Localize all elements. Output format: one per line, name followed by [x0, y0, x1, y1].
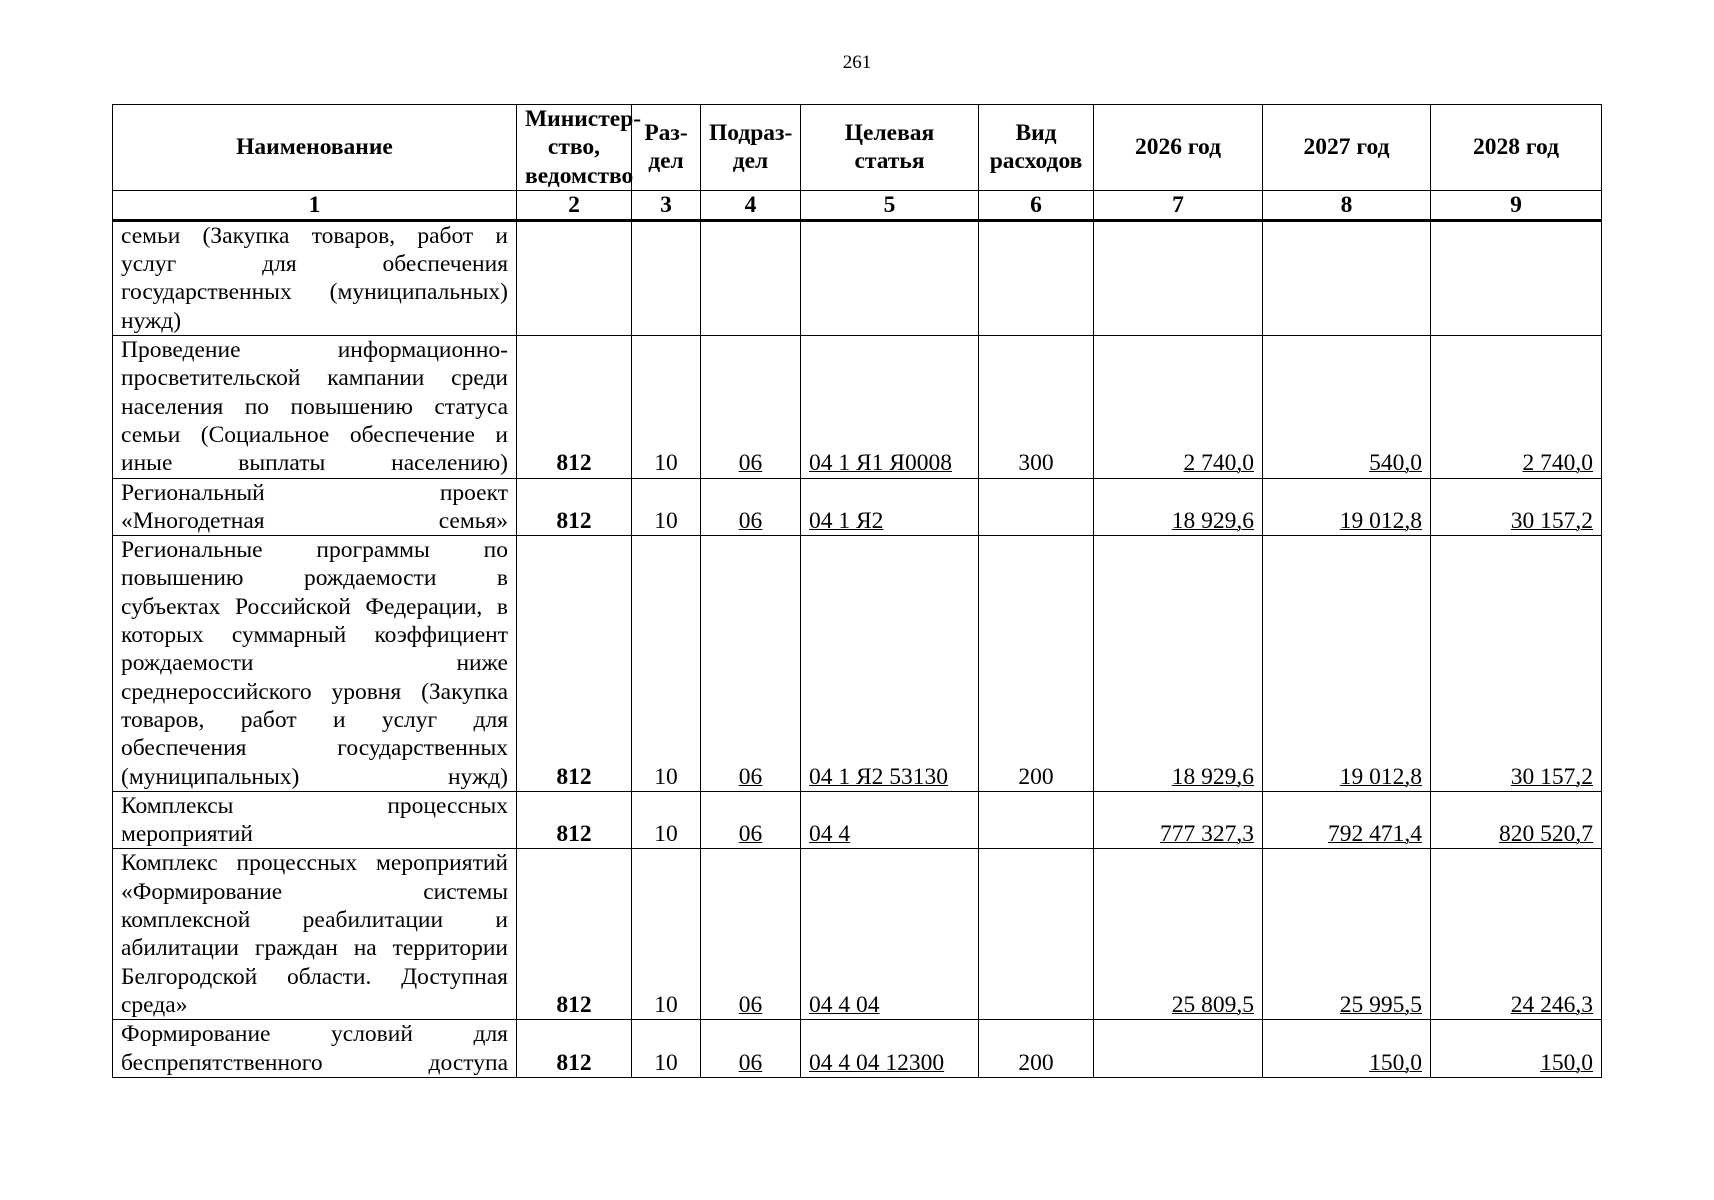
cell-year-2027-text: 19 012,8	[1339, 507, 1422, 534]
header-section-line: дел	[648, 148, 684, 175]
cell-year-2026-text: 18 929,6	[1171, 507, 1254, 534]
header-year-2028: 2028 год	[1431, 105, 1602, 191]
header-ministry-line: ведомство	[525, 162, 634, 189]
cell-section-text: 10	[654, 450, 678, 477]
cell-year-2028	[1431, 536, 1602, 792]
cell-ministry-text: 812	[556, 763, 592, 790]
cell-year-2028-text: 30 157,2	[1510, 507, 1593, 534]
name-line: Региональный проект	[121, 479, 508, 506]
cell-year-2028-text: 150,0	[1540, 1049, 1593, 1076]
name-line: нужд)	[121, 307, 182, 334]
cell-section-text: 10	[654, 1049, 678, 1076]
cell-expense-type-text: 300	[1018, 450, 1054, 477]
table-row	[113, 1020, 1602, 1078]
cell-name	[113, 336, 517, 478]
name-line: государственных (муниципальных)	[121, 279, 508, 306]
cell-target-article-text: 04 4	[809, 821, 851, 848]
table-row	[113, 478, 1602, 536]
column-number: 4	[701, 190, 801, 220]
cell-expense-type	[979, 220, 1094, 335]
name-line: Комплекс процессных мероприятий	[121, 850, 508, 877]
cell-section	[632, 1020, 701, 1078]
cell-year-2027	[1263, 849, 1431, 1020]
header-ministry-line: Министер-	[525, 106, 642, 132]
header-expense-type	[979, 105, 1094, 191]
cell-target-article-text: 04 1 Я2 53130	[809, 763, 949, 790]
cell-year-2028	[1431, 336, 1602, 478]
cell-expense-type	[979, 478, 1094, 536]
cell-name	[113, 1020, 517, 1078]
column-number: 6	[979, 190, 1094, 220]
cell-ministry	[517, 478, 632, 536]
cell-year-2026	[1094, 791, 1263, 849]
cell-target-article-text: 04 1 Я2	[809, 507, 884, 534]
name-line: «Многодетная семья»	[121, 507, 508, 534]
header-target-line: статья	[854, 148, 925, 175]
name-line: мероприятий	[121, 821, 253, 848]
cell-expense-type	[979, 849, 1094, 1020]
header-name: Наименование	[113, 105, 517, 191]
name-line: услуг для обеспечения	[121, 251, 508, 278]
cell-target-article-text: 04 1 Я1 Я0008	[809, 450, 952, 477]
cell-target-article	[801, 220, 979, 335]
column-number-row	[113, 190, 1602, 220]
name-line: обеспечения государственных	[121, 735, 508, 762]
cell-section-text: 10	[654, 507, 678, 534]
cell-ministry	[517, 336, 632, 478]
name-line: иные выплаты населению)	[121, 450, 508, 477]
name-line: комплексной реабилитации и	[121, 907, 508, 934]
name-line: (муниципальных) нужд)	[121, 763, 508, 790]
cell-expense-type	[979, 536, 1094, 792]
cell-subsection	[701, 536, 801, 792]
name-line: Проведение информационно-	[121, 337, 508, 364]
cell-year-2027	[1263, 220, 1431, 335]
name-line: которых суммарный коэффициент	[121, 622, 508, 649]
cell-section	[632, 849, 701, 1020]
cell-year-2026-text: 777 327,3	[1160, 821, 1254, 848]
cell-year-2026-text: 25 809,5	[1171, 991, 1254, 1018]
name-line: населения по повышению статуса	[121, 393, 508, 420]
cell-year-2026-text: 2 740,0	[1183, 450, 1254, 477]
header-year-2027: 2027 год	[1263, 105, 1431, 191]
cell-year-2027-text: 540,0	[1369, 450, 1422, 477]
budget-table	[112, 104, 1602, 1078]
cell-year-2027-text: 25 995,5	[1339, 991, 1422, 1018]
cell-name	[113, 536, 517, 792]
header-subsection-line: дел	[732, 148, 769, 175]
cell-year-2027	[1263, 336, 1431, 478]
cell-year-2027	[1263, 478, 1431, 536]
cell-ministry	[517, 220, 632, 335]
table-row	[113, 220, 1602, 335]
cell-subsection	[701, 1020, 801, 1078]
header-year-2026: 2026 год	[1094, 105, 1263, 191]
cell-ministry-text: 812	[556, 450, 592, 477]
header-expense-line: Вид	[1015, 120, 1057, 147]
cell-year-2027-text: 792 471,4	[1328, 821, 1422, 848]
cell-year-2028	[1431, 220, 1602, 335]
cell-ministry	[517, 1020, 632, 1078]
table-row	[113, 536, 1602, 792]
cell-year-2027-text: 150,0	[1369, 1049, 1422, 1076]
header-ministry	[517, 105, 642, 191]
name-line: рождаемости ниже	[121, 650, 508, 677]
column-number: 7	[1094, 190, 1263, 220]
cell-expense-type-text: 200	[1018, 1049, 1054, 1076]
name-line: субъектах Российской Федерации, в	[121, 593, 508, 620]
cell-year-2028-text: 820 520,7	[1499, 821, 1593, 848]
cell-year-2027	[1263, 536, 1431, 792]
cell-year-2027-text: 19 012,8	[1339, 763, 1422, 790]
header-section	[632, 105, 701, 191]
column-number: 2	[517, 190, 632, 220]
cell-target-article	[801, 478, 979, 536]
cell-section	[632, 478, 701, 536]
cell-year-2027	[1263, 1020, 1431, 1078]
cell-ministry-text: 812	[556, 1049, 592, 1076]
cell-year-2026	[1094, 536, 1263, 792]
name-line: Формирование условий для	[121, 1021, 508, 1048]
cell-year-2026	[1094, 220, 1263, 335]
cell-expense-type	[979, 791, 1094, 849]
cell-subsection-text: 06	[738, 1049, 763, 1076]
name-line: Комплексы процессных	[121, 792, 508, 819]
cell-year-2027	[1263, 791, 1431, 849]
cell-year-2026	[1094, 478, 1263, 536]
cell-year-2026	[1094, 849, 1263, 1020]
cell-year-2026	[1094, 336, 1263, 478]
cell-subsection	[701, 478, 801, 536]
cell-ministry	[517, 849, 632, 1020]
cell-year-2028-text: 30 157,2	[1510, 763, 1593, 790]
column-number: 5	[801, 190, 979, 220]
column-number: 3	[632, 190, 701, 220]
cell-year-2026	[1094, 1020, 1263, 1078]
name-line: семьи (Закупка товаров, работ и	[121, 222, 508, 249]
cell-subsection-text: 06	[738, 450, 763, 477]
name-line: повышению рождаемости в	[121, 565, 508, 592]
cell-year-2028-text: 2 740,0	[1522, 450, 1593, 477]
header-subsection-line: Подраз-	[709, 120, 793, 147]
cell-section	[632, 536, 701, 792]
cell-ministry-text: 812	[556, 507, 592, 534]
column-number: 8	[1263, 190, 1431, 220]
header-subsection	[701, 105, 801, 191]
cell-subsection	[701, 849, 801, 1020]
cell-target-article-text: 04 4 04	[809, 991, 880, 1018]
cell-subsection-text: 06	[738, 821, 763, 848]
cell-target-article	[801, 1020, 979, 1078]
cell-name	[113, 791, 517, 849]
table-row	[113, 791, 1602, 849]
cell-subsection	[701, 791, 801, 849]
cell-expense-type-text: 200	[1018, 763, 1054, 790]
cell-subsection-text: 06	[738, 763, 763, 790]
header-row	[113, 105, 1602, 191]
header-section-line: Раз-	[644, 120, 688, 147]
name-line: просветительской кампании среди	[121, 365, 508, 392]
name-line: Белгородской области. Доступная	[121, 963, 508, 990]
header-expense-line: расходов	[989, 148, 1083, 175]
cell-subsection	[701, 220, 801, 335]
cell-name	[113, 849, 517, 1020]
cell-name	[113, 478, 517, 536]
cell-target-article	[801, 849, 979, 1020]
cell-year-2028	[1431, 791, 1602, 849]
table-row	[113, 336, 1602, 478]
cell-ministry-text: 812	[556, 991, 592, 1018]
header-target-article	[801, 105, 979, 191]
name-line: «Формирование системы	[121, 878, 508, 905]
cell-year-2028	[1431, 849, 1602, 1020]
cell-year-2028	[1431, 1020, 1602, 1078]
cell-expense-type	[979, 1020, 1094, 1078]
cell-subsection-text: 06	[738, 507, 763, 534]
name-line: товаров, работ и услуг для	[121, 706, 508, 733]
cell-ministry-text: 812	[556, 821, 592, 848]
cell-year-2028	[1431, 478, 1602, 536]
table-row	[113, 849, 1602, 1020]
cell-name	[113, 220, 517, 335]
name-line: беспрепятственного доступа	[121, 1049, 508, 1076]
header-target-line: Целевая	[844, 120, 935, 147]
cell-subsection	[701, 336, 801, 478]
cell-target-article	[801, 536, 979, 792]
cell-year-2028-text: 24 246,3	[1510, 991, 1593, 1018]
column-number: 1	[113, 190, 517, 220]
column-number: 9	[1431, 190, 1602, 220]
cell-target-article	[801, 791, 979, 849]
cell-section	[632, 220, 701, 335]
cell-section-text: 10	[654, 763, 678, 790]
cell-section-text: 10	[654, 821, 678, 848]
cell-target-article-text: 04 4 04 12300	[809, 1049, 945, 1076]
name-line: семьи (Социальное обеспечение и	[121, 421, 508, 448]
cell-year-2026-text: 18 929,6	[1171, 763, 1254, 790]
cell-section	[632, 791, 701, 849]
cell-ministry	[517, 791, 632, 849]
header-ministry-line: ство,	[547, 134, 601, 161]
name-line: Региональные программы по	[121, 537, 508, 564]
page-number: 261	[842, 52, 872, 73]
cell-expense-type	[979, 336, 1094, 478]
cell-section	[632, 336, 701, 478]
name-line: абилитации граждан на территории	[121, 935, 508, 962]
cell-subsection-text: 06	[738, 991, 763, 1018]
cell-target-article	[801, 336, 979, 478]
name-line: среда»	[121, 991, 188, 1018]
name-line: среднероссийского уровня (Закупка	[121, 678, 508, 705]
cell-section-text: 10	[654, 991, 678, 1018]
cell-ministry	[517, 536, 632, 792]
